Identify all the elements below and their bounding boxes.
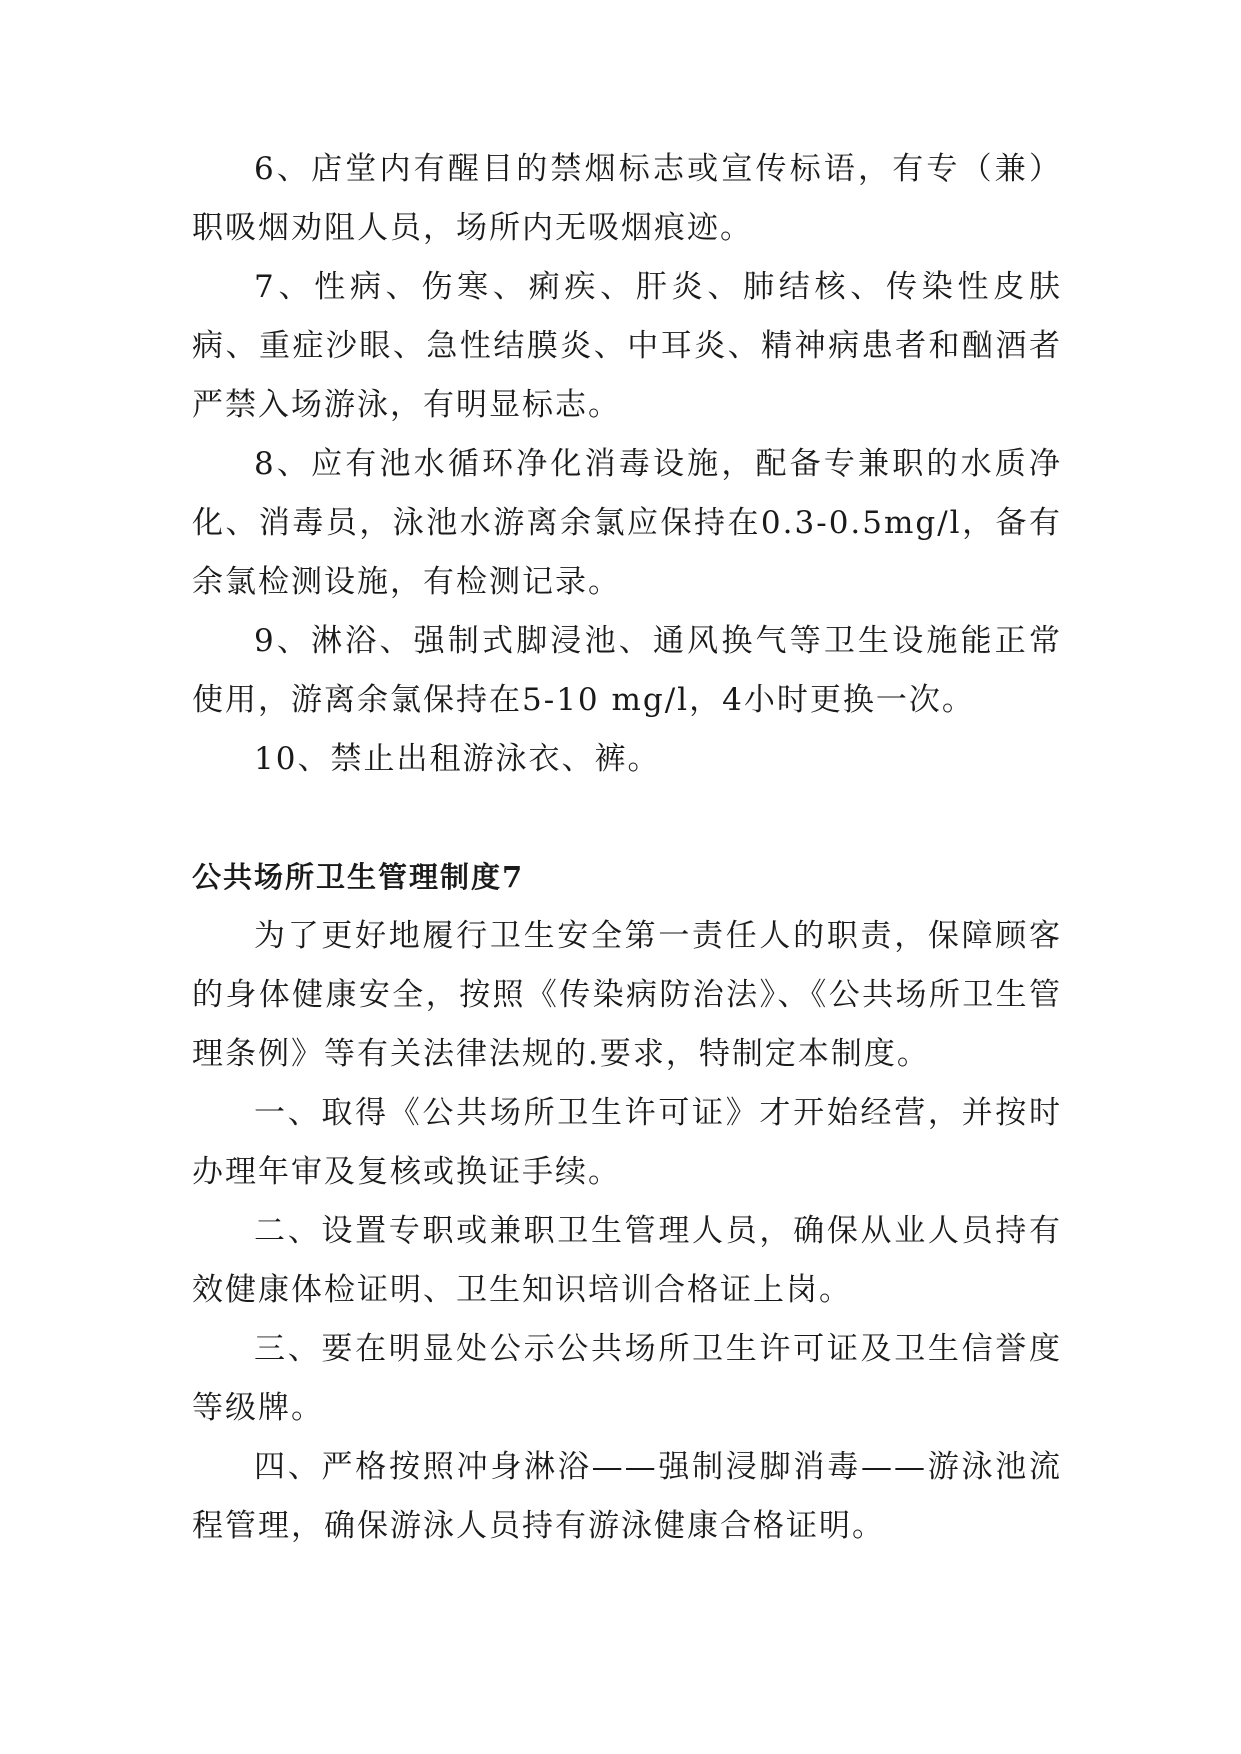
section-heading: 公共场所卫生管理制度7 — [192, 860, 525, 894]
paragraph-item-7: 7、性病、伤寒、痢疾、肝炎、肺结核、传染性皮肤病、重症沙眼、急性结膜炎、中耳炎、精神病患者和酗酒者严禁入场游泳，有明显标志。 — [192, 269, 1062, 423]
paragraph-item-9: 9、淋浴、强制式脚浸池、通风换气等卫生设施能正常使用，游离余氯保持在5-10 mg/l，4小时更换一次。 — [192, 623, 1062, 718]
paragraph-rule-4: 四、严格按照冲身淋浴——强制浸脚消毒——游泳池流程管理，确保游泳人员持有游泳健康合格证明。 — [192, 1449, 1062, 1544]
paragraph-rule-1: 一、取得《公共场所卫生许可证》才开始经营，并按时办理年审及复核或换证手续。 — [192, 1095, 1062, 1190]
section-spacer — [192, 789, 1062, 848]
paragraph-rule-2: 二、设置专职或兼职卫生管理人员，确保从业人员持有效健康体检证明、卫生知识培训合格证上岗。 — [192, 1213, 1062, 1308]
paragraph-item-10: 10、禁止出租游泳衣、裤。 — [254, 741, 661, 777]
paragraph-rule-3: 三、要在明显处公示公共场所卫生许可证及卫生信誉度等级牌。 — [192, 1331, 1062, 1426]
paragraph-intro: 为了更好地履行卫生安全第一责任人的职责，保障顾客的身体健康安全，按照《传染病防治法》、《公共场所卫生管理条例》等有关法律法规的.要求，特制定本制度。 — [192, 918, 1062, 1072]
document-page — [192, 140, 1062, 1556]
paragraph-item-6: 6、店堂内有醒目的禁烟标志或宣传标语，有专（兼）职吸烟劝阻人员，场所内无吸烟痕迹。 — [192, 151, 1062, 246]
paragraph-item-8: 8、应有池水循环净化消毒设施，配备专兼职的水质净化、消毒员，泳池水游离余氯应保持在0.3-0.5mg/l，备有余氯检测设施，有检测记录。 — [192, 446, 1062, 600]
